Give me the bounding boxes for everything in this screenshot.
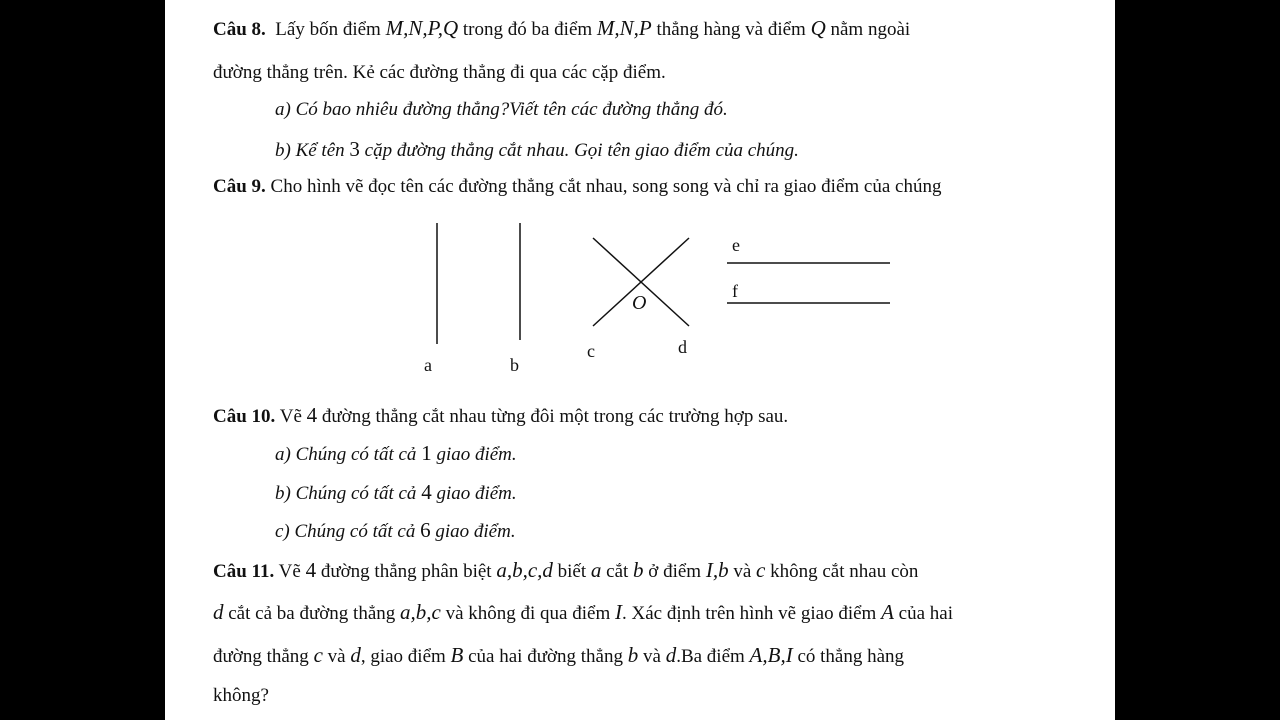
label-c: c — [587, 341, 595, 361]
q10-label: Câu 10. — [213, 406, 276, 427]
q11-math: B — [450, 643, 464, 667]
q8-text: nằm ngoài — [830, 19, 911, 40]
q8-math: M,N,P,Q — [385, 16, 459, 40]
q11-label: Câu 11. — [213, 561, 275, 582]
q10-number: 4 — [306, 403, 318, 427]
q11-math: c — [756, 558, 766, 582]
q10-b-text: giao điểm. — [436, 483, 517, 504]
q11-math: b — [627, 643, 639, 667]
q11-math: A,B,I — [749, 643, 793, 667]
q11-text: .Ba điểm — [676, 646, 745, 667]
label-f: f — [732, 281, 738, 301]
q10-text: Vẽ — [279, 406, 302, 427]
q11-math: a,b,c — [400, 600, 441, 624]
q11-math: d — [213, 600, 224, 624]
q11-math: c — [313, 643, 323, 667]
q11-math: a — [590, 558, 602, 582]
q11-text: của hai — [898, 603, 953, 624]
label-o: O — [632, 292, 647, 314]
q8-line-2: đường thẳng trên. Kẻ các đường thẳng đi qua các cặp điểm. — [213, 62, 666, 83]
q11-text: ở điểm — [648, 561, 702, 582]
q10-part-b — [275, 480, 517, 505]
q8-b-text: b) Kể tên — [275, 140, 345, 161]
q11-text: và — [643, 646, 661, 667]
q10-c-number: 6 — [420, 518, 431, 542]
q11-text: có thẳng hàng — [797, 646, 905, 667]
q11-text: của hai đường thẳng — [468, 646, 623, 667]
q8-text: thẳng hàng và điểm — [656, 19, 806, 40]
q11-math: a,b,c,d — [496, 558, 553, 582]
label-e: e — [732, 235, 740, 255]
q10-a-text: giao điểm. — [436, 444, 517, 465]
document-page — [165, 0, 1115, 720]
q11-text: , giao điểm — [360, 646, 446, 667]
q10-a-number: 1 — [421, 441, 432, 465]
q11-line-2 — [213, 600, 953, 625]
q11-text: và — [327, 646, 346, 667]
q9-label: Câu 9. — [213, 176, 266, 197]
q8-b-text: cặp đường thẳng cắt nhau. Gọi tên giao điểm của chúng. — [364, 140, 799, 161]
q9-figure — [165, 0, 1115, 400]
q11-text: cắt cả ba đường thẳng — [228, 603, 396, 624]
q11-line-3 — [213, 643, 904, 668]
q11-math: d — [350, 643, 361, 667]
q10-part-c — [275, 518, 516, 543]
q10-b-text: b) Chúng có tất cả — [275, 483, 417, 504]
q11-text: đường thẳng — [213, 646, 309, 667]
q8-label: Câu 8. — [213, 19, 266, 40]
q11-text: và — [733, 561, 752, 582]
q8-b-number: 3 — [349, 137, 360, 161]
q8-math: M,N,P — [596, 16, 652, 40]
q10-b-number: 4 — [421, 480, 432, 504]
q11-text: đường thẳng phân biệt — [320, 561, 492, 582]
q11-text: và không đi qua điểm — [445, 603, 611, 624]
q10-a-text: a) Chúng có tất cả — [275, 444, 417, 465]
label-d: d — [678, 337, 687, 357]
q8-text: trong đó ba điểm — [462, 19, 593, 40]
q11-text: không cắt nhau còn — [770, 561, 919, 582]
q11-number: 4 — [305, 558, 317, 582]
q11-math: I — [614, 600, 622, 624]
q11-line-4: không? — [213, 685, 269, 706]
q11-text: cắt — [606, 561, 629, 582]
q11-line-1 — [213, 558, 918, 583]
q11-math: A — [881, 600, 894, 624]
q10-text: đường thẳng cắt nhau từng đôi một trong các trường hợp sau. — [321, 406, 789, 427]
q10-c-text: c) Chúng có tất cả — [275, 521, 416, 542]
q10-c-text: giao điểm. — [435, 521, 516, 542]
label-b: b — [510, 355, 519, 375]
label-a: a — [424, 355, 432, 375]
q10-line — [213, 403, 788, 428]
q11-text: biết — [557, 561, 587, 582]
q9-text: Cho hình vẽ đọc tên các đường thẳng cắt nhau, song song và chỉ ra giao điểm của chúng — [270, 176, 942, 197]
q11-math: d — [665, 643, 677, 667]
q8-part-a: a) Có bao nhiêu đường thẳng?Viết tên các đường thẳng đó. — [275, 99, 728, 120]
q8-text: Lấy bốn điểm — [275, 19, 381, 40]
q11-math: I,b — [705, 558, 729, 582]
q11-text: Vẽ — [278, 561, 301, 582]
q8-math: Q — [810, 16, 826, 40]
q10-part-a — [275, 441, 517, 466]
q11-text: . Xác định trên hình vẽ giao điểm — [621, 603, 877, 624]
q11-math: b — [633, 558, 644, 582]
